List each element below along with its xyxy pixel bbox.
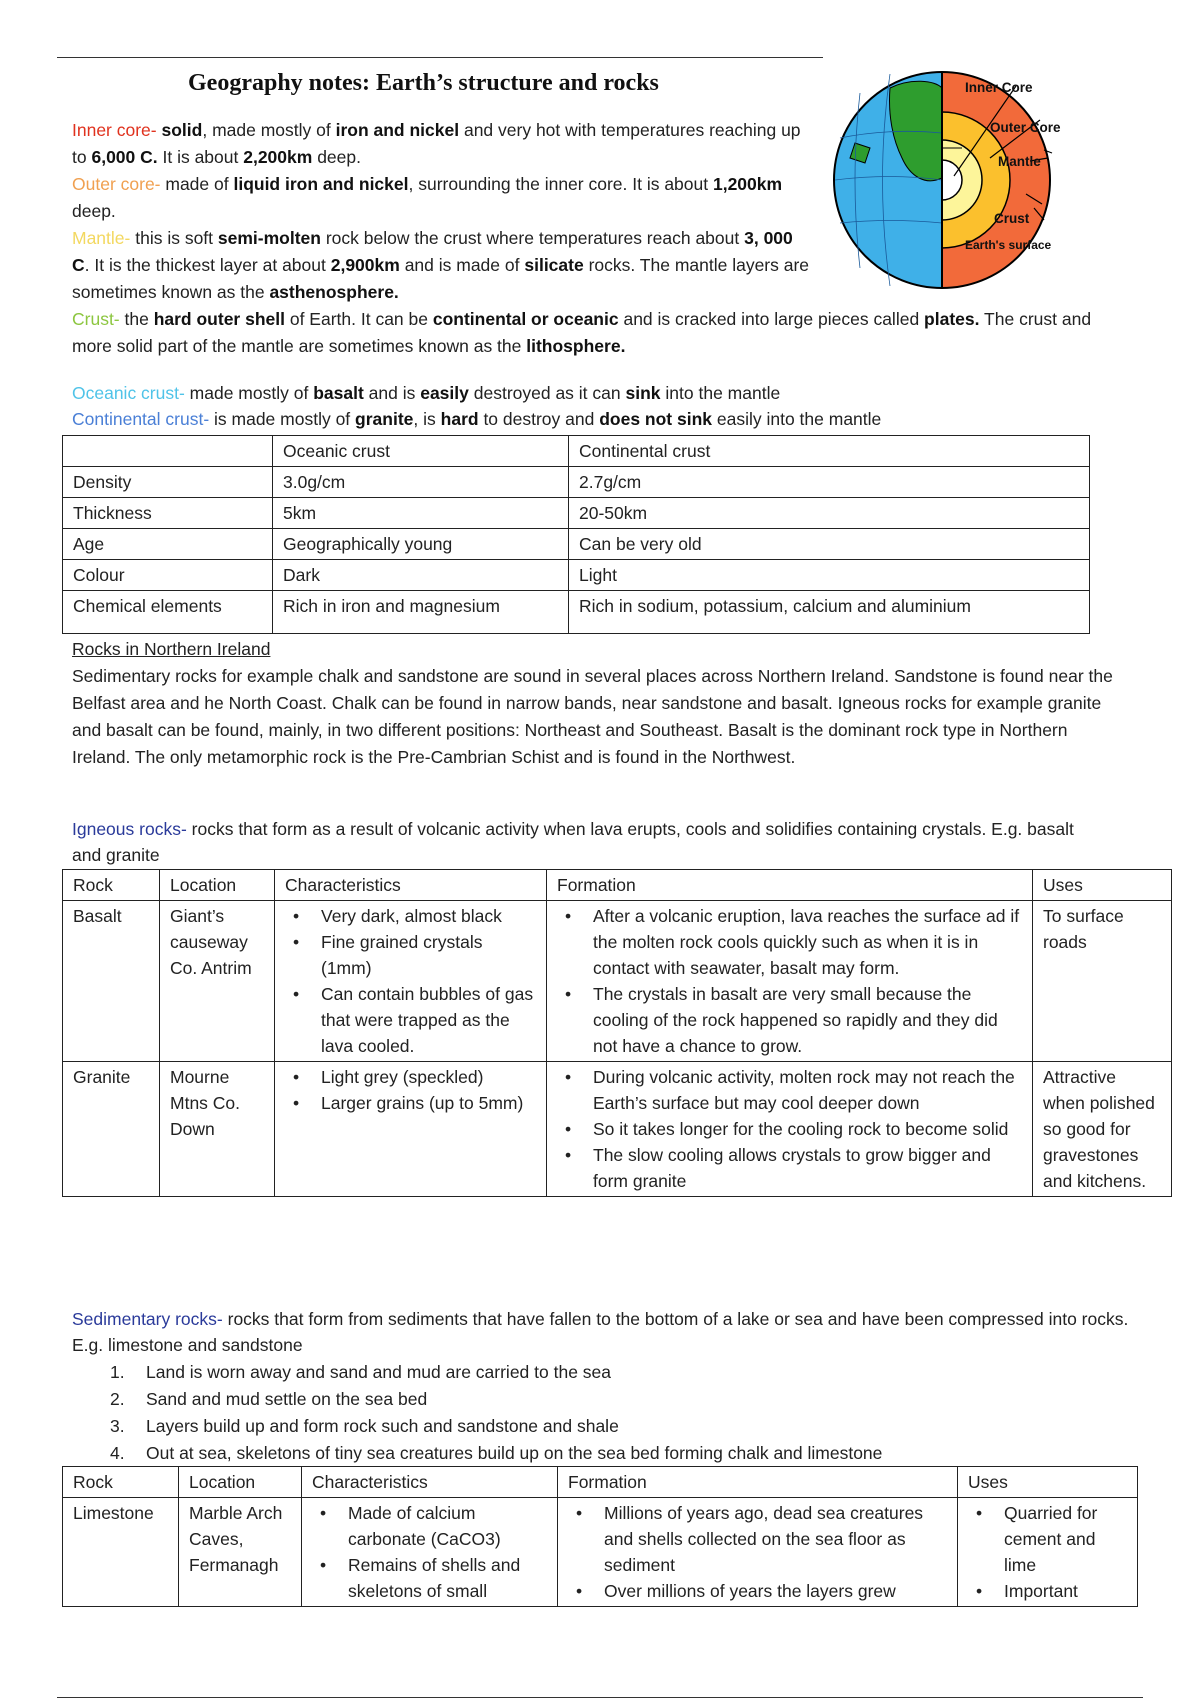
table-cell: Continental crust — [569, 436, 1090, 467]
table-cell: Age — [63, 529, 273, 560]
list-item: 3. Layers build up and form rock such and sandstone and shale — [110, 1416, 619, 1436]
ni-rocks-heading: Rocks in Northern Ireland — [72, 639, 271, 659]
table-cell: Uses — [1033, 870, 1172, 901]
table-cell: Light — [569, 560, 1090, 591]
table-cell — [302, 1498, 558, 1607]
list-item: • Important — [968, 1578, 1127, 1604]
table-cell — [547, 1062, 1033, 1197]
inner-core-label: Inner Core — [965, 80, 1033, 95]
table-cell: Rock — [63, 870, 160, 901]
table-cell: Marble Arch Caves, Fermanagh — [179, 1498, 302, 1607]
sedimentary-intro: Sedimentary rocks- rocks that form from sediments that have fallen to the bottom of a lake or sea and have been compressed into rocks. E.g. limestone and sandstone — [72, 1309, 1129, 1355]
table-cell: Attractive when polished so good for gravestones and kitchens. — [1033, 1062, 1172, 1197]
table-cell: 3.0g/cm — [273, 467, 569, 498]
list-item: 2. Sand and mud settle on the sea bed — [110, 1389, 428, 1409]
table-cell: Geographically young — [273, 529, 569, 560]
table-cell: 20-50km — [569, 498, 1090, 529]
mantle-text: Mantle- this is soft semi-molten rock below the crust where temperatures reach about 3, 000 C. It is the thickest layer at about 2,900km and is made of silicate rocks. The mantle layers are sometimes known as the asthenosphere. — [72, 228, 810, 302]
list-item: • Millions of years ago, dead sea creatures and shells collected on the sea floor as sediment — [568, 1500, 947, 1578]
table-cell: 2.7g/cm — [569, 467, 1090, 498]
list-item: • After a volcanic eruption, lava reaches the surface ad if the molten rock cools quickly such as when it is in contact with seawater, basalt may form. — [557, 903, 1022, 981]
table-cell: Rock — [63, 1467, 179, 1498]
table-cell: Density — [63, 467, 273, 498]
table-header-row — [63, 870, 1172, 901]
list-item: • Very dark, almost black — [285, 903, 536, 929]
table-cell — [558, 1498, 958, 1607]
layers-section — [72, 117, 812, 306]
list-item: • Made of calcium carbonate (CaCO3) — [312, 1500, 547, 1552]
table-cell: Uses — [958, 1467, 1138, 1498]
list-item: • Over millions of years the layers grew — [568, 1578, 947, 1604]
table-cell: Oceanic crust — [273, 436, 569, 467]
table-cell: Chemical elements — [63, 591, 273, 634]
table-row — [63, 1062, 1172, 1197]
table-cell: Location — [179, 1467, 302, 1498]
table-cell: Basalt — [63, 901, 160, 1062]
ni-rocks-text: Sedimentary rocks for example chalk and sandstone are sound in several places across Northern Ireland. Sandstone is found near the Belfast area and he North Coast. Chalk can be found in narrow bands, near sandstone and basalt. Igneous rocks for example granite and basalt can be found, mainly, in two different positions: Northeast and Southeast. Basalt is the dominant rock type in Northern Ireland. The only metamorphic rock is the Pre-Cambrian Schist and is found in the Northwest. — [72, 666, 1113, 767]
outer-core-text: Outer core- made of liquid iron and nickel, surrounding the inner core. It is about 1,200km deep. — [72, 174, 783, 221]
ni-rocks-section — [72, 636, 1127, 771]
list-item: 4. Out at sea, skeletons of tiny sea creatures build up on the sea bed forming chalk and limestone — [110, 1443, 883, 1463]
sedimentary-steps — [72, 1359, 1132, 1467]
table-cell: Colour — [63, 560, 273, 591]
table-cell: Giant’s causeway Co. Antrim — [160, 901, 275, 1062]
igneous-intro: Igneous rocks- rocks that form as a result of volcanic activity when lava erupts, cools and solidifies containing crystals. E.g. basalt and granite — [72, 819, 1074, 865]
list-item: • Light grey (speckled) — [285, 1064, 536, 1090]
list-item: • The slow cooling allows crystals to grow bigger and form granite — [557, 1142, 1022, 1194]
table-cell: Formation — [558, 1467, 958, 1498]
earths-surface-label: Earth's surface — [965, 238, 1052, 252]
table-cell: Dark — [273, 560, 569, 591]
table-cell — [63, 436, 273, 467]
table-cell: Characteristics — [302, 1467, 558, 1498]
list-item: • The crystals in basalt are very small because the cooling of the rock happened so rapidly and they did not have a chance to grow. — [557, 981, 1022, 1059]
list-item: • Quarried for cement and lime — [968, 1500, 1127, 1578]
crust-label: Crust — [994, 211, 1030, 226]
table-cell: Rich in iron and magnesium — [273, 591, 569, 634]
table-cell: Location — [160, 870, 275, 901]
table-cell — [547, 901, 1033, 1062]
table-header-row — [63, 436, 1090, 467]
table-cell — [958, 1498, 1138, 1607]
list-item: • Larger grains (up to 5mm) — [285, 1090, 536, 1116]
table-cell: Formation — [547, 870, 1033, 901]
list-item: • So it takes longer for the cooling rock to become solid — [557, 1116, 1022, 1142]
table-row — [63, 529, 1090, 560]
table-row — [63, 1498, 1138, 1607]
crust-comparison-table — [62, 435, 1090, 634]
table-cell: To surface roads — [1033, 901, 1172, 1062]
table-row — [63, 467, 1090, 498]
table-header-row — [63, 1467, 1138, 1498]
table-row — [63, 591, 1090, 634]
outer-core-label: Outer Core — [990, 120, 1061, 135]
list-item: • Remains of shells and skeletons of small — [312, 1552, 547, 1604]
crust-types-section — [72, 380, 1172, 432]
table-cell: Limestone — [63, 1498, 179, 1607]
table-cell: 5km — [273, 498, 569, 529]
mantle-label: Mantle — [998, 154, 1041, 169]
igneous-rocks-table — [62, 869, 1172, 1197]
top-rule — [57, 57, 823, 58]
list-item: • During volcanic activity, molten rock may not reach the Earth’s surface but may cool deeper down — [557, 1064, 1022, 1116]
bottom-rule — [57, 1697, 1143, 1698]
earth-structure-diagram — [830, 68, 1160, 298]
page-title: Geography notes: Earth’s structure and rocks — [188, 70, 659, 96]
table-cell: Thickness — [63, 498, 273, 529]
table-cell — [275, 1062, 547, 1197]
table-cell: Rich in sodium, potassium, calcium and aluminium — [569, 591, 1090, 634]
table-cell: Characteristics — [275, 870, 547, 901]
table-row — [63, 560, 1090, 591]
table-cell — [275, 901, 547, 1062]
table-cell: Can be very old — [569, 529, 1090, 560]
crust-text: Crust- the hard outer shell of Earth. It can be continental or oceanic and is cracked into large pieces called plates. The crust and more solid part of the mantle are sometimes known as the lithosphere. — [72, 309, 1092, 356]
list-item: • Can contain bubbles of gas that were trapped as the lava cooled. — [285, 981, 536, 1059]
list-item: • Fine grained crystals (1mm) — [285, 929, 536, 981]
table-row — [63, 498, 1090, 529]
table-cell: Granite — [63, 1062, 160, 1197]
list-item: 1. Land is worn away and sand and mud are carried to the sea — [110, 1362, 612, 1382]
table-cell: Mourne Mtns Co. Down — [160, 1062, 275, 1197]
oceanic-crust-text: Oceanic crust- made mostly of basalt and is easily destroyed as it can sink into the mantle — [72, 383, 781, 403]
sedimentary-rocks-table — [62, 1466, 1138, 1607]
inner-core-text: Inner core- solid, made mostly of iron and nickel and very hot with temperatures reaching up to 6,000 C. It is about 2,200km deep. — [72, 120, 801, 167]
table-row — [63, 901, 1172, 1062]
continental-crust-text: Continental crust- is made mostly of granite, is hard to destroy and does not sink easily into the mantle — [72, 409, 882, 429]
